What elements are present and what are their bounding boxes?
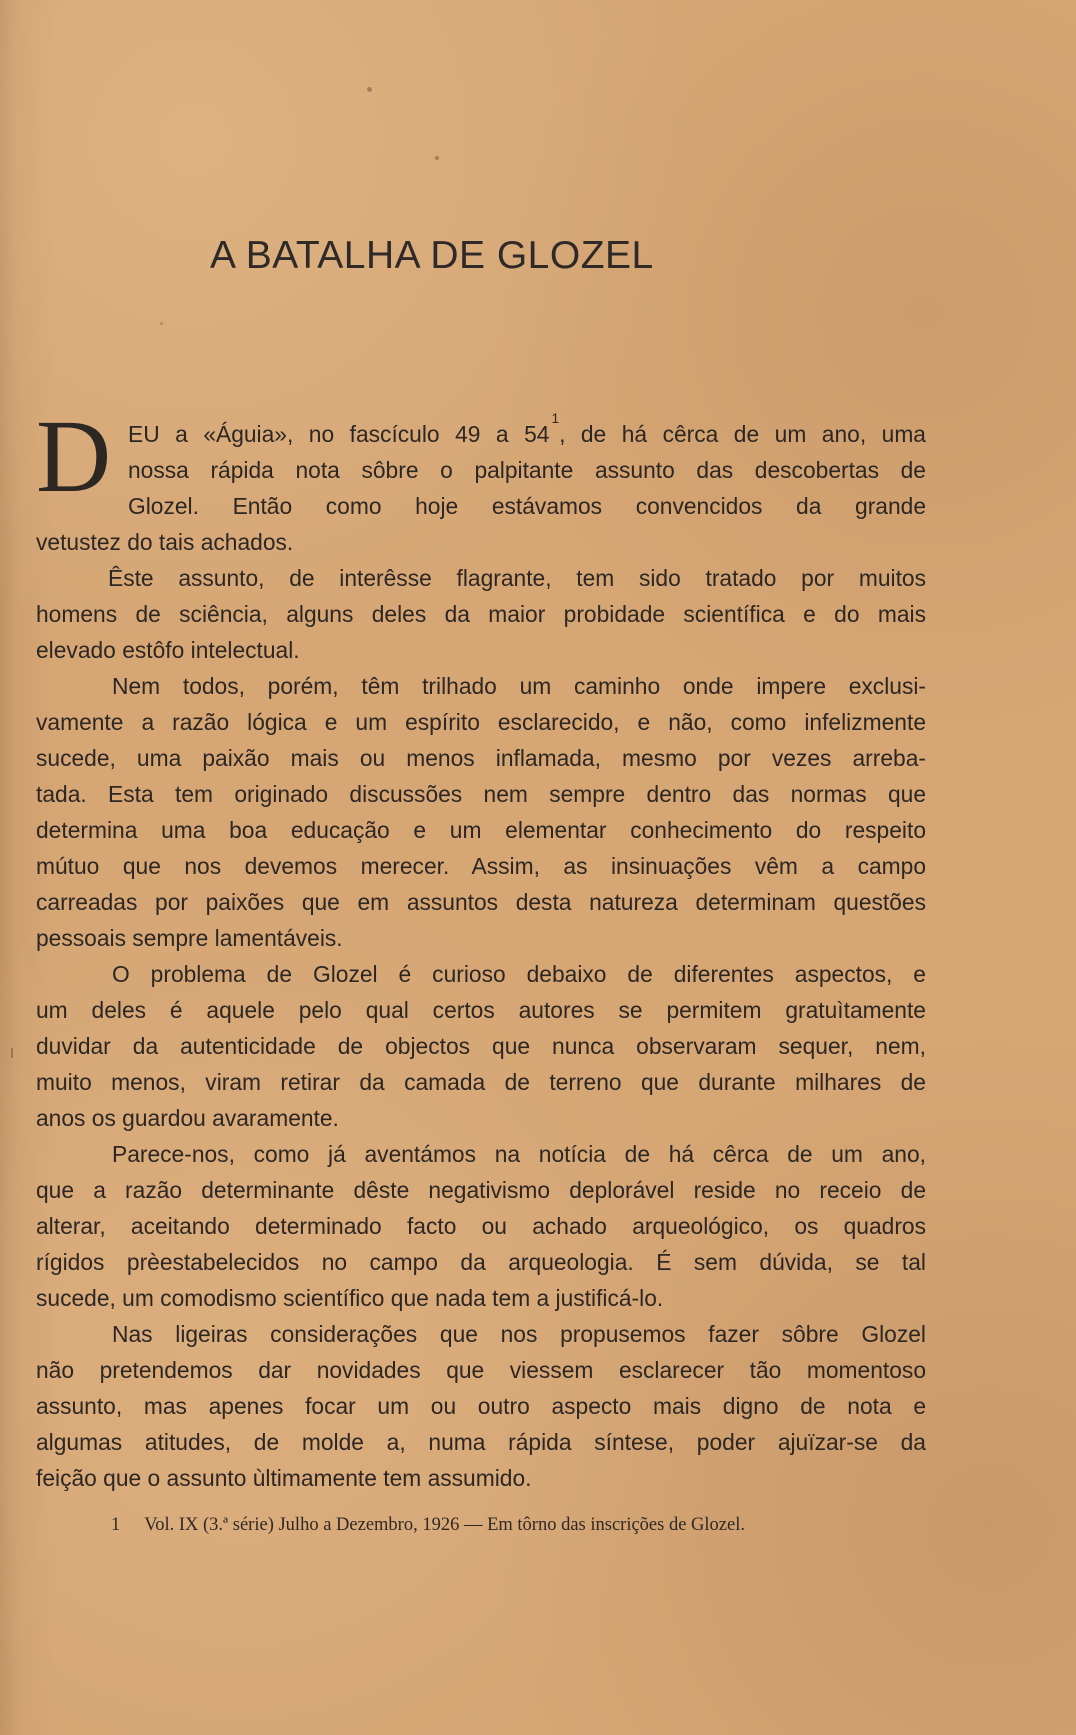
body-line: mútuo que nos devemos merecer. Assim, as insinuações vêm a campo <box>36 853 926 879</box>
body-line: homens de sciência, alguns deles da maior probidade scientífica e do mais <box>36 601 926 627</box>
body-line: Parece-nos, como já aventámos na notícia de há cêrca de um ano, <box>112 1141 926 1167</box>
body-line: Nas ligeiras considerações que nos propusemos fazer sôbre Glozel <box>112 1321 926 1347</box>
body-line: vamente a razão lógica e um espírito esclarecido, e não, como infelizmente <box>36 709 926 735</box>
body-line: Nem todos, porém, têm trilhado um caminho onde impere exclusi- <box>112 673 926 699</box>
article-body <box>36 399 926 1496</box>
body-line: anos os guardou avaramente. <box>36 1105 339 1131</box>
body-line: muito menos, viram retirar da camada de terreno que durante milhares de <box>36 1069 926 1095</box>
body-line: sucede, um comodismo scientífico que nada tem a justificá-lo. <box>36 1285 664 1311</box>
body-line-text: EU a «Águia», no fascículo 49 a 54 <box>128 421 550 447</box>
body-line: Êste assunto, de interêsse flagrante, tem sido tratado por muitos <box>108 565 926 591</box>
body-line: tada. Esta tem originado discussões nem sempre dentro das normas que <box>36 781 926 807</box>
footnote-number: 1 <box>111 1515 121 1535</box>
body-line: que a razão determinante dêste negativismo deplorável reside no receio de <box>36 1177 926 1203</box>
drop-cap: D <box>36 399 112 514</box>
page-title: A BATALHA DE GLOZEL <box>210 234 654 277</box>
paper-speck <box>160 322 163 325</box>
paper-mark <box>11 1048 13 1058</box>
body-line: nossa rápida nota sôbre o palpitante assunto das descobertas de <box>128 457 926 483</box>
body-line: carreadas por paixões que em assuntos desta natureza determinam questões <box>36 889 926 915</box>
body-line: feição que o assunto ùltimamente tem assumido. <box>36 1465 532 1491</box>
body-line: elevado estôfo intelectual. <box>36 637 300 663</box>
footnote-reference: 1 <box>551 411 560 427</box>
body-line: assunto, mas apenes focar um ou outro aspecto mais digno de nota e <box>36 1393 926 1419</box>
body-line: algumas atitudes, de molde a, numa rápida síntese, poder ajuïzar-se da <box>36 1429 926 1455</box>
body-line: O problema de Glozel é curioso debaixo de diferentes aspectos, e <box>112 961 926 987</box>
body-line: um deles é aquele pelo qual certos autores se permitem gratuìtamente <box>36 997 926 1023</box>
body-line-tail: , de há cêrca de um ano, uma <box>559 421 926 447</box>
body-line: pessoais sempre lamentáveis. <box>36 925 343 951</box>
body-line: determina uma boa educação e um elementar conhecimento do respeito <box>36 817 926 843</box>
body-line: não pretendemos dar novidades que viessem esclarecer tão momentoso <box>36 1357 926 1383</box>
footnote <box>111 1512 925 1538</box>
body-line: sucede, uma paixão mais ou menos inflamada, mesmo por vezes arreba- <box>36 745 926 771</box>
footnote-text: Vol. IX (3.ª série) Julho a Dezembro, 1926 — Em tôrno das inscrições de Glozel. <box>144 1515 745 1535</box>
body-line: alterar, aceitando determinado facto ou achado arqueológico, os quadros <box>36 1213 926 1239</box>
paper-speck <box>367 87 372 92</box>
body-line <box>36 411 926 452</box>
body-line: vetustez do tais achados. <box>36 529 294 555</box>
paper-speck <box>435 156 439 160</box>
body-line: rígidos prèestabelecidos no campo da arqueologia. É sem dúvida, se tal <box>36 1249 926 1275</box>
body-line: duvidar da autenticidade de objectos que nunca observaram sequer, nem, <box>36 1033 926 1059</box>
body-line: Glozel. Então como hoje estávamos convencidos da grande <box>128 493 926 519</box>
intro-paragraph <box>36 399 926 524</box>
